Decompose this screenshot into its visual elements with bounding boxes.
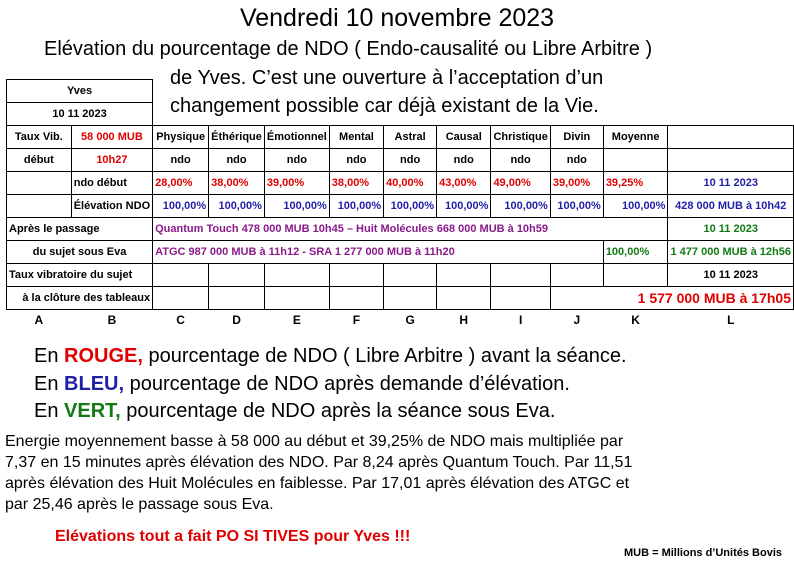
empty-cell xyxy=(603,264,668,287)
table-row-debut xyxy=(7,149,794,172)
elevation-value: 100,00% xyxy=(491,195,550,218)
elevation-value: 100,00% xyxy=(384,195,437,218)
legend-vert-text: pourcentage de NDO après la séance sous Eva. xyxy=(120,400,556,422)
taux-value: 58 000 MUB xyxy=(71,126,152,149)
ndo-cell: ndo xyxy=(153,149,209,172)
empty-cell xyxy=(491,287,550,310)
empty-cell xyxy=(264,287,329,310)
empty-cell xyxy=(264,264,329,287)
empty-cell xyxy=(550,264,603,287)
cloture-result: 1 577 000 MUB à 17h05 xyxy=(550,287,793,310)
page-title: Vendredi 10 novembre 2023 xyxy=(239,4,555,32)
col-header: Émotionnel xyxy=(264,126,329,149)
conclusion: Elévations tout a fait PO SI TIVES pour Yves !!! xyxy=(55,528,411,545)
column-letter: K xyxy=(631,312,640,327)
empty-cell xyxy=(668,149,794,172)
taux-label: Taux Vib. xyxy=(7,126,72,149)
empty-cell xyxy=(384,264,437,287)
table-row-sujet-eva xyxy=(7,241,794,264)
table-row-ndo-debut xyxy=(7,172,794,195)
col-header: Moyenne xyxy=(603,126,668,149)
elevation-result: 428 000 MUB à 10h42 xyxy=(668,195,794,218)
legend-bleu-word: BLEU, xyxy=(64,373,125,395)
ndo-cell: ndo xyxy=(264,149,329,172)
empty-cell xyxy=(153,287,209,310)
column-letter: F xyxy=(352,312,361,327)
subtitle-line-2-text: de Yves. C’est une ouverture à l’acceptation d’un xyxy=(170,67,604,89)
empty-cell xyxy=(209,264,265,287)
col-header: Christique xyxy=(491,126,550,149)
sujet-eva-result: 1 477 000 MUB à 12h56 xyxy=(668,241,794,264)
table-row-columns xyxy=(7,126,794,149)
ndo-cell: ndo xyxy=(550,149,603,172)
taux-sujet-label: Taux vibratoire du sujet xyxy=(7,264,153,287)
column-letter: H xyxy=(459,312,469,327)
elevation-value: 100,00% xyxy=(329,195,383,218)
column-letter: C xyxy=(176,312,185,327)
subtitle-line-3-text: changement possible car déjà existant de la Vie. xyxy=(170,95,599,117)
empty-cell xyxy=(7,195,72,218)
empty-cell xyxy=(209,287,265,310)
taux-sujet-date: 10 11 2023 xyxy=(668,264,794,287)
table-row-cloture xyxy=(7,287,794,310)
ndo-cell: ndo xyxy=(384,149,437,172)
legend-bleu xyxy=(34,372,570,397)
empty-cell xyxy=(384,287,437,310)
empty-cell xyxy=(7,172,72,195)
ndo-cell: ndo xyxy=(329,149,383,172)
session-date: 10 11 2023 xyxy=(52,108,107,120)
elevation-average: 100,00% xyxy=(603,195,668,218)
column-letter: A xyxy=(34,312,44,327)
session-date-cell xyxy=(7,103,153,126)
apres-date: 10 11 2023 xyxy=(668,218,794,241)
debut-time: 10h27 xyxy=(71,149,152,172)
sujet-eva-percent: 100,00% xyxy=(603,241,668,264)
elevation-value: 100,00% xyxy=(550,195,603,218)
apres-text: Quantum Touch 478 000 MUB 10h45 – Huit Molécules 668 000 MUB à 10h59 xyxy=(153,218,668,241)
paragraph-line: après élévation des Huit Molécules en faiblesse. Par 17,01 après élévation des ATGC et xyxy=(5,475,630,492)
legend-prefix: En xyxy=(34,345,65,367)
column-letter: D xyxy=(232,312,241,327)
column-letter: J xyxy=(573,312,581,327)
column-letter: L xyxy=(727,312,735,327)
column-letter: E xyxy=(292,312,301,327)
footnote: MUB = Millions d’Unités Bovis xyxy=(624,547,782,559)
column-letter: I xyxy=(518,312,523,327)
column-letters-row xyxy=(7,310,794,330)
empty-cell xyxy=(437,264,491,287)
ndo-cell: ndo xyxy=(491,149,550,172)
ndo-debut-value: 39,00% xyxy=(264,172,329,195)
ndo-cell: ndo xyxy=(209,149,265,172)
elevation-label: Élévation NDO xyxy=(71,195,152,218)
ndo-debut-value: 49,00% xyxy=(491,172,550,195)
paragraph-line: 7,37 en 15 minutes après élévation des NDO. Par 8,24 après Quantum Touch. Par 11,51 xyxy=(5,454,633,471)
empty-cell xyxy=(329,264,383,287)
legend-rouge-word: ROUGE, xyxy=(64,345,143,367)
empty-cell xyxy=(668,126,794,149)
empty-cell xyxy=(491,264,550,287)
subject-name-cell xyxy=(7,80,153,103)
subject-name: Yves xyxy=(67,85,93,97)
debut-label: début xyxy=(7,149,72,172)
elevation-value: 100,00% xyxy=(153,195,209,218)
ndo-debut-date: 10 11 2023 xyxy=(668,172,794,195)
paragraph-line: par 25,46 après le passage sous Eva. xyxy=(5,496,274,513)
legend-vert-word: VERT, xyxy=(64,400,121,422)
table-row-apres xyxy=(7,218,794,241)
ndo-debut-value: 40,00% xyxy=(384,172,437,195)
ndo-debut-value: 28,00% xyxy=(153,172,209,195)
table-row-elevation xyxy=(7,195,794,218)
legend-prefix: En xyxy=(34,373,65,395)
empty-cell xyxy=(329,287,383,310)
apres-label: Après le passage xyxy=(7,218,153,241)
ndo-debut-value: 43,00% xyxy=(437,172,491,195)
ndo-debut-value: 39,00% xyxy=(550,172,603,195)
col-header: Éthérique xyxy=(209,126,265,149)
subtitle-line-1: Elévation du pourcentage de NDO ( Endo-causalité ou Libre Arbitre ) xyxy=(44,38,653,60)
col-header: Causal xyxy=(437,126,491,149)
column-letter: G xyxy=(405,312,415,327)
empty-cell xyxy=(153,264,209,287)
ndo-debut-label: ndo début xyxy=(71,172,152,195)
ndo-table xyxy=(6,79,794,330)
col-header: Physique xyxy=(153,126,209,149)
ndo-debut-value: 38,00% xyxy=(329,172,383,195)
ndo-debut-value: 38,00% xyxy=(209,172,265,195)
sujet-eva-label: du sujet sous Eva xyxy=(7,241,153,264)
cloture-label: à la clôture des tableaux xyxy=(7,287,153,310)
ndo-cell: ndo xyxy=(437,149,491,172)
paragraph-line: Energie moyennement basse à 58 000 au début et 39,25% de NDO mais multipliée par xyxy=(5,433,624,450)
summary-paragraph xyxy=(5,431,789,515)
col-header: Divin xyxy=(550,126,603,149)
legend-vert xyxy=(34,399,555,424)
elevation-value: 100,00% xyxy=(264,195,329,218)
table-row-taux-sujet xyxy=(7,264,794,287)
col-header: Astral xyxy=(384,126,437,149)
column-letter: B xyxy=(107,312,117,327)
ndo-debut-average: 39,25% xyxy=(603,172,668,195)
col-header: Mental xyxy=(329,126,383,149)
legend-rouge-text: pourcentage de NDO ( Libre Arbitre ) avant la séance. xyxy=(142,345,627,367)
sujet-eva-text: ATGC 987 000 MUB à 11h12 - SRA 1 277 000 MUB à 11h20 xyxy=(153,241,604,264)
elevation-value: 100,00% xyxy=(437,195,491,218)
legend-rouge xyxy=(34,344,627,369)
empty-cell xyxy=(437,287,491,310)
elevation-value: 100,00% xyxy=(209,195,265,218)
empty-cell xyxy=(603,149,668,172)
legend-bleu-text: pourcentage de NDO après demande d’élévation. xyxy=(124,373,570,395)
legend-prefix: En xyxy=(34,400,65,422)
